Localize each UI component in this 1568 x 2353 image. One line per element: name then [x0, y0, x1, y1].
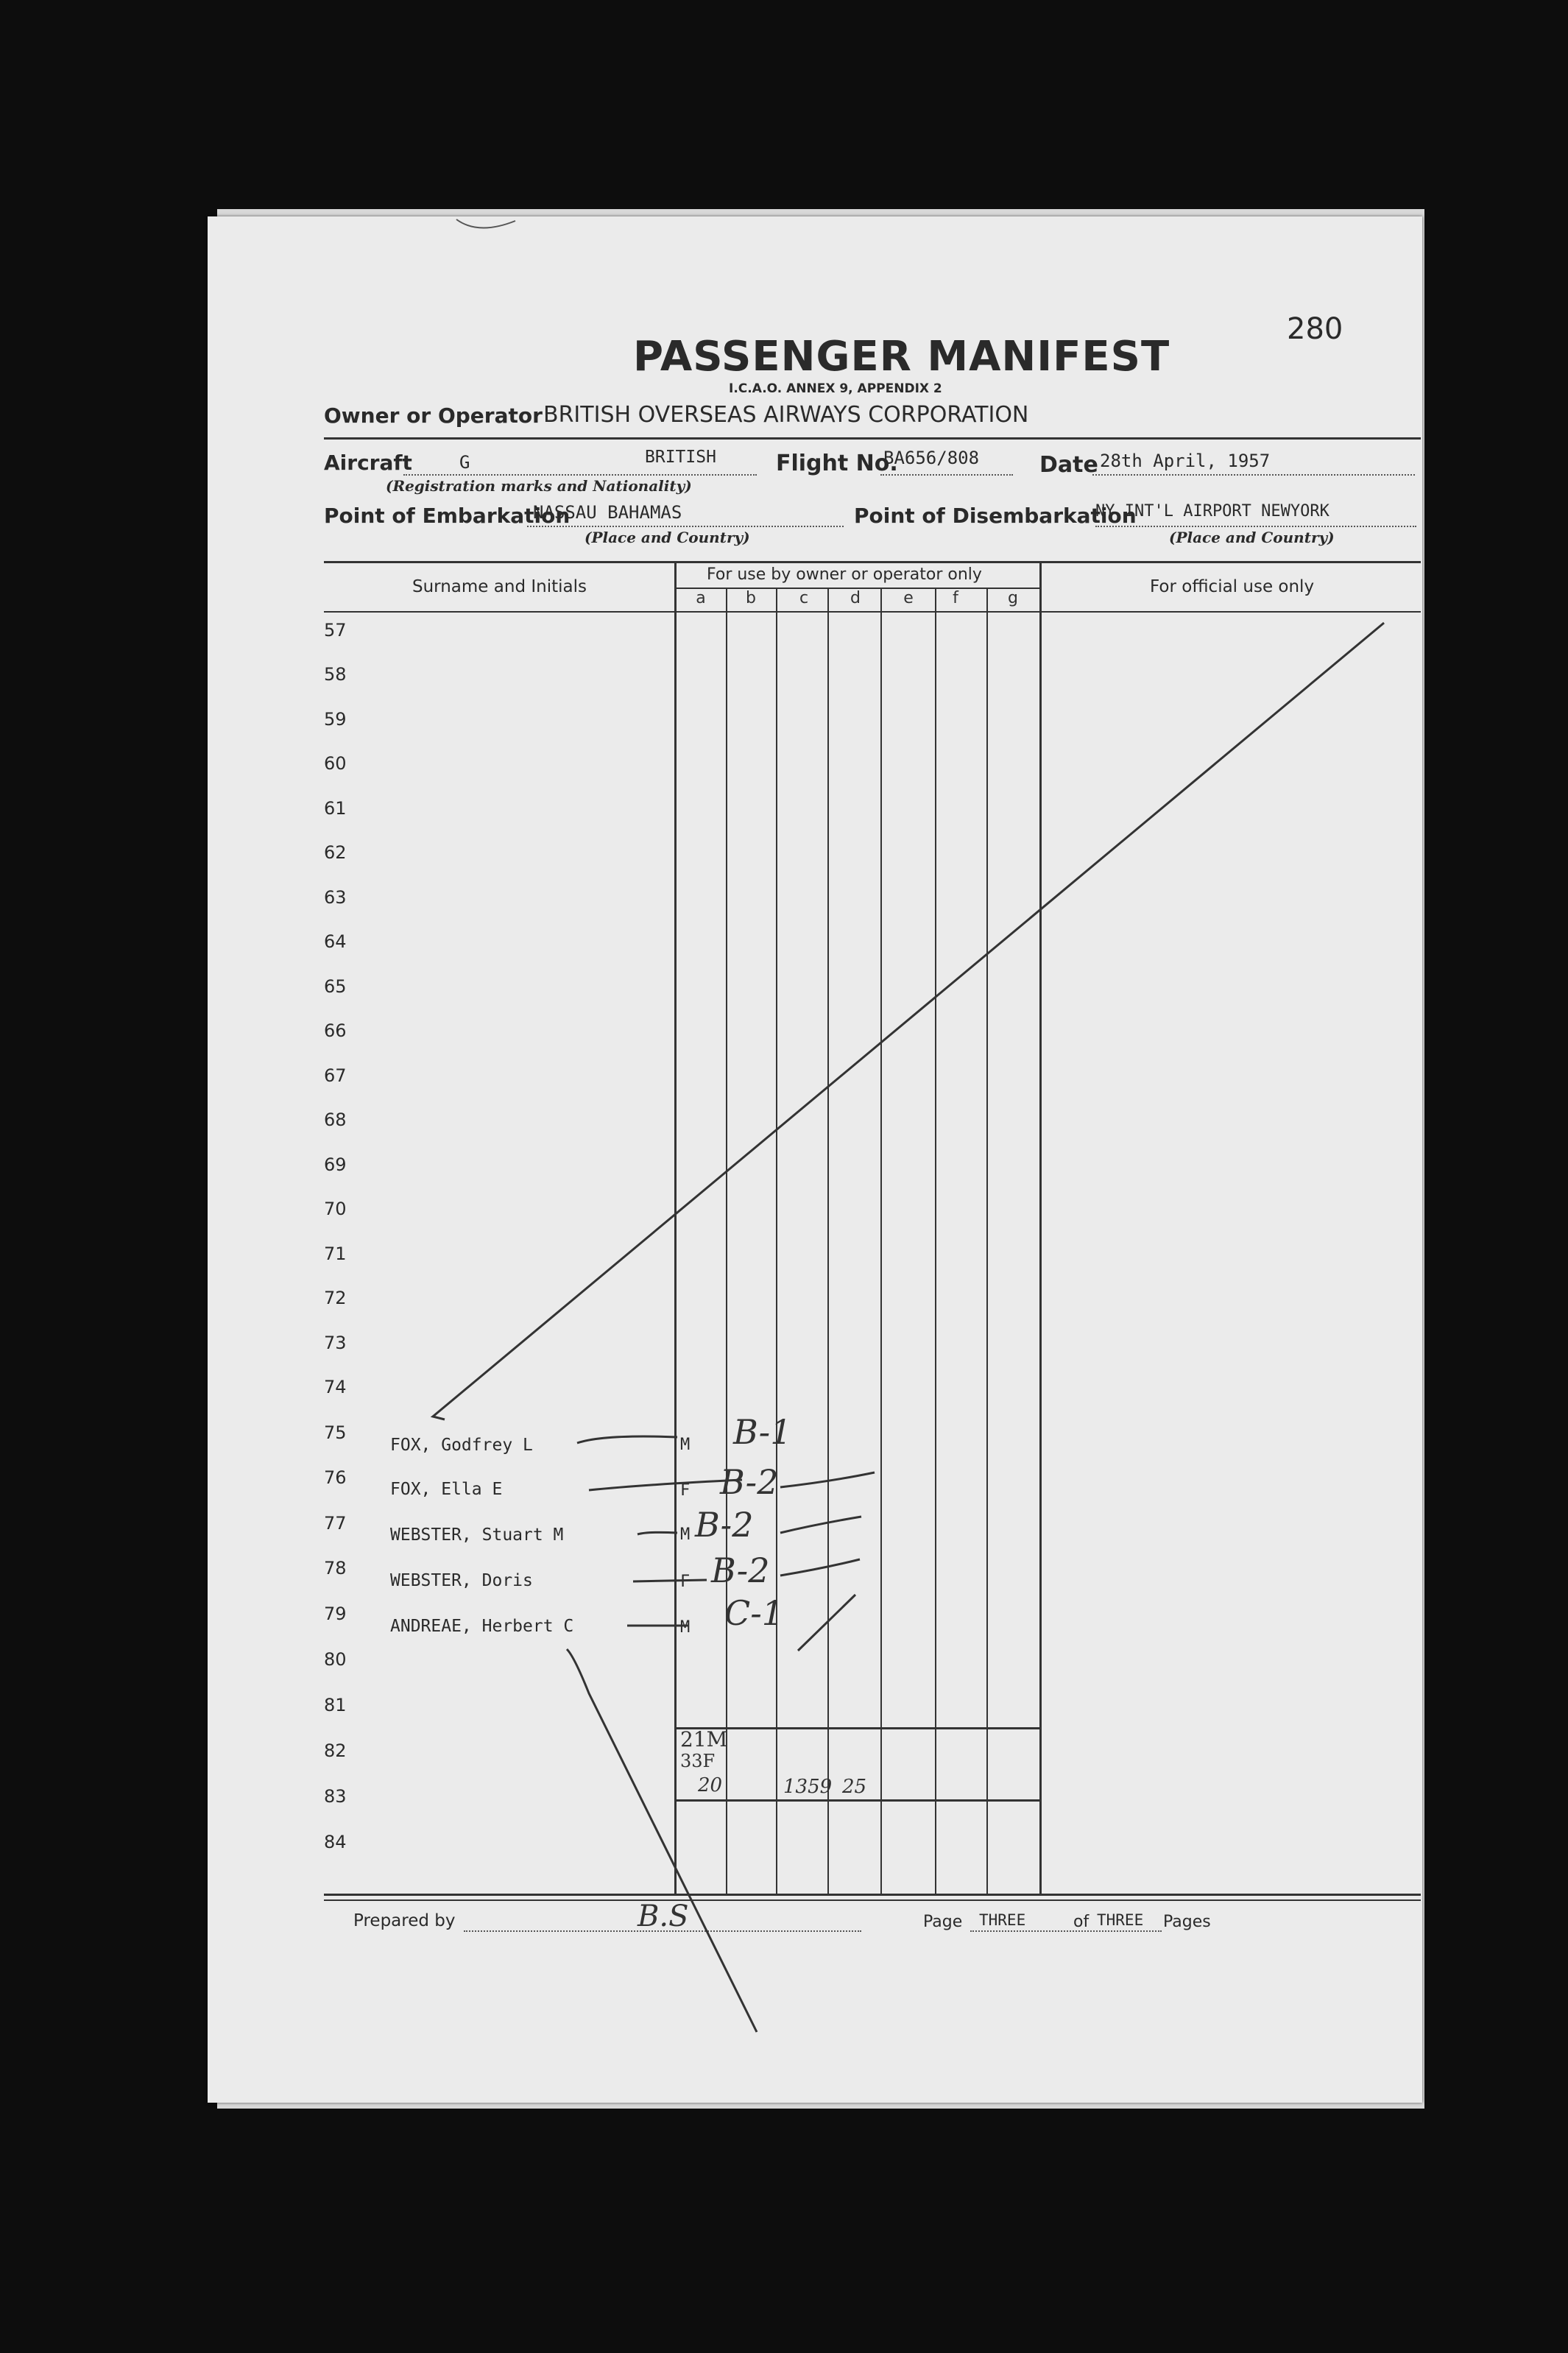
- row-number: 58: [324, 664, 347, 685]
- prepared-label: Prepared by: [353, 1911, 456, 1930]
- passenger-sex: F: [680, 1481, 691, 1500]
- column-f-header: f: [953, 589, 958, 607]
- owner-label: Owner or Operator: [324, 403, 543, 428]
- aircraft-label: Aircraft: [324, 451, 412, 475]
- aircraft-note: (Registration marks and Nationality): [386, 477, 692, 495]
- document-subtitle: I.C.A.O. ANNEX 9, APPENDIX 2: [729, 381, 942, 396]
- row-number: 72: [324, 1288, 347, 1308]
- row-number: 68: [324, 1110, 347, 1130]
- row-number: 83: [324, 1786, 347, 1807]
- passenger-name: FOX, Ella E: [390, 1480, 503, 1499]
- total-females: 33F: [680, 1751, 716, 1771]
- total-count: 20: [698, 1774, 723, 1796]
- of-label: of: [1073, 1913, 1090, 1931]
- page-label: Page: [923, 1913, 963, 1931]
- embark-value: NASSAU BAHAMAS: [533, 502, 682, 523]
- passenger-code: B-1: [733, 1412, 792, 1452]
- passenger-code: B-2: [695, 1505, 754, 1545]
- passenger-sex: M: [680, 1436, 691, 1454]
- pages-label: Pages: [1163, 1913, 1211, 1931]
- column-a-header: a: [696, 589, 706, 607]
- row-number: 81: [324, 1695, 347, 1715]
- row-number: 62: [324, 842, 347, 863]
- total-column-c: 1359: [783, 1776, 833, 1798]
- column-b-header: b: [746, 589, 756, 607]
- row-number: 77: [324, 1513, 347, 1534]
- row-number: 69: [324, 1154, 347, 1175]
- prepared-signature: B.S: [638, 1899, 689, 1933]
- flight-value: BA656/808: [883, 448, 980, 468]
- embark-label: Point of Embarkation: [324, 504, 571, 528]
- passenger-name: WEBSTER, Stuart M: [390, 1525, 564, 1545]
- row-number: 65: [324, 976, 347, 997]
- total-column-d: 25: [842, 1776, 867, 1798]
- date-value: 28th April, 1957: [1100, 451, 1271, 471]
- name-column-header: Surname and Initials: [412, 577, 587, 596]
- row-number: 76: [324, 1467, 347, 1488]
- flight-label: Flight No.: [776, 451, 898, 476]
- passenger-name: ANDREAE, Herbert C: [390, 1617, 574, 1636]
- disembark-value: NY INT'L AIRPORT NEWYORK: [1095, 502, 1329, 521]
- of-value: THREE: [1097, 1911, 1144, 1929]
- passenger-sex: M: [680, 1618, 691, 1637]
- passenger-code: B-2: [711, 1551, 770, 1590]
- column-c-header: c: [799, 589, 809, 607]
- passenger-sex: M: [680, 1525, 691, 1544]
- document-title: PASSENGER MANIFEST: [633, 333, 1170, 381]
- page-number: 280: [1287, 312, 1343, 346]
- row-number: 82: [324, 1740, 347, 1761]
- row-number: 59: [324, 709, 347, 730]
- row-number: 79: [324, 1604, 347, 1624]
- row-number: 73: [324, 1333, 347, 1353]
- disembark-note: (Place and Country): [1169, 529, 1335, 546]
- page-value: THREE: [979, 1911, 1026, 1929]
- owner-value: BRITISH OVERSEAS AIRWAYS CORPORATION: [543, 402, 1029, 428]
- official-column-header: For official use only: [1150, 577, 1315, 596]
- disembark-label: Point of Disembarkation: [854, 504, 1137, 528]
- row-number: 78: [324, 1558, 347, 1578]
- row-number: 60: [324, 753, 347, 774]
- passenger-name: FOX, Godfrey L: [390, 1436, 533, 1455]
- row-number: 64: [324, 931, 347, 952]
- aircraft-nationality: BRITISH: [645, 448, 716, 467]
- row-number: 74: [324, 1377, 347, 1397]
- row-number: 61: [324, 798, 347, 819]
- row-number: 84: [324, 1832, 347, 1852]
- row-number: 80: [324, 1649, 347, 1670]
- passenger-code: B-2: [720, 1462, 779, 1502]
- passenger-sex: F: [680, 1573, 691, 1591]
- aircraft-registration: G: [459, 452, 470, 473]
- passenger-name: WEBSTER, Doris: [390, 1571, 533, 1590]
- passenger-code: C-1: [724, 1593, 784, 1633]
- column-d-header: d: [850, 589, 861, 607]
- column-e-header: e: [903, 589, 914, 607]
- row-number: 57: [324, 620, 347, 641]
- row-number: 63: [324, 887, 347, 908]
- row-number: 71: [324, 1243, 347, 1264]
- row-number: 66: [324, 1020, 347, 1041]
- owner-column-header: For use by owner or operator only: [707, 565, 982, 584]
- total-males: 21M: [680, 1727, 728, 1751]
- embark-note: (Place and Country): [585, 529, 750, 546]
- row-number: 67: [324, 1065, 347, 1086]
- date-label: Date: [1039, 452, 1098, 478]
- column-g-header: g: [1008, 589, 1018, 607]
- row-number: 70: [324, 1199, 347, 1219]
- row-number: 75: [324, 1422, 347, 1443]
